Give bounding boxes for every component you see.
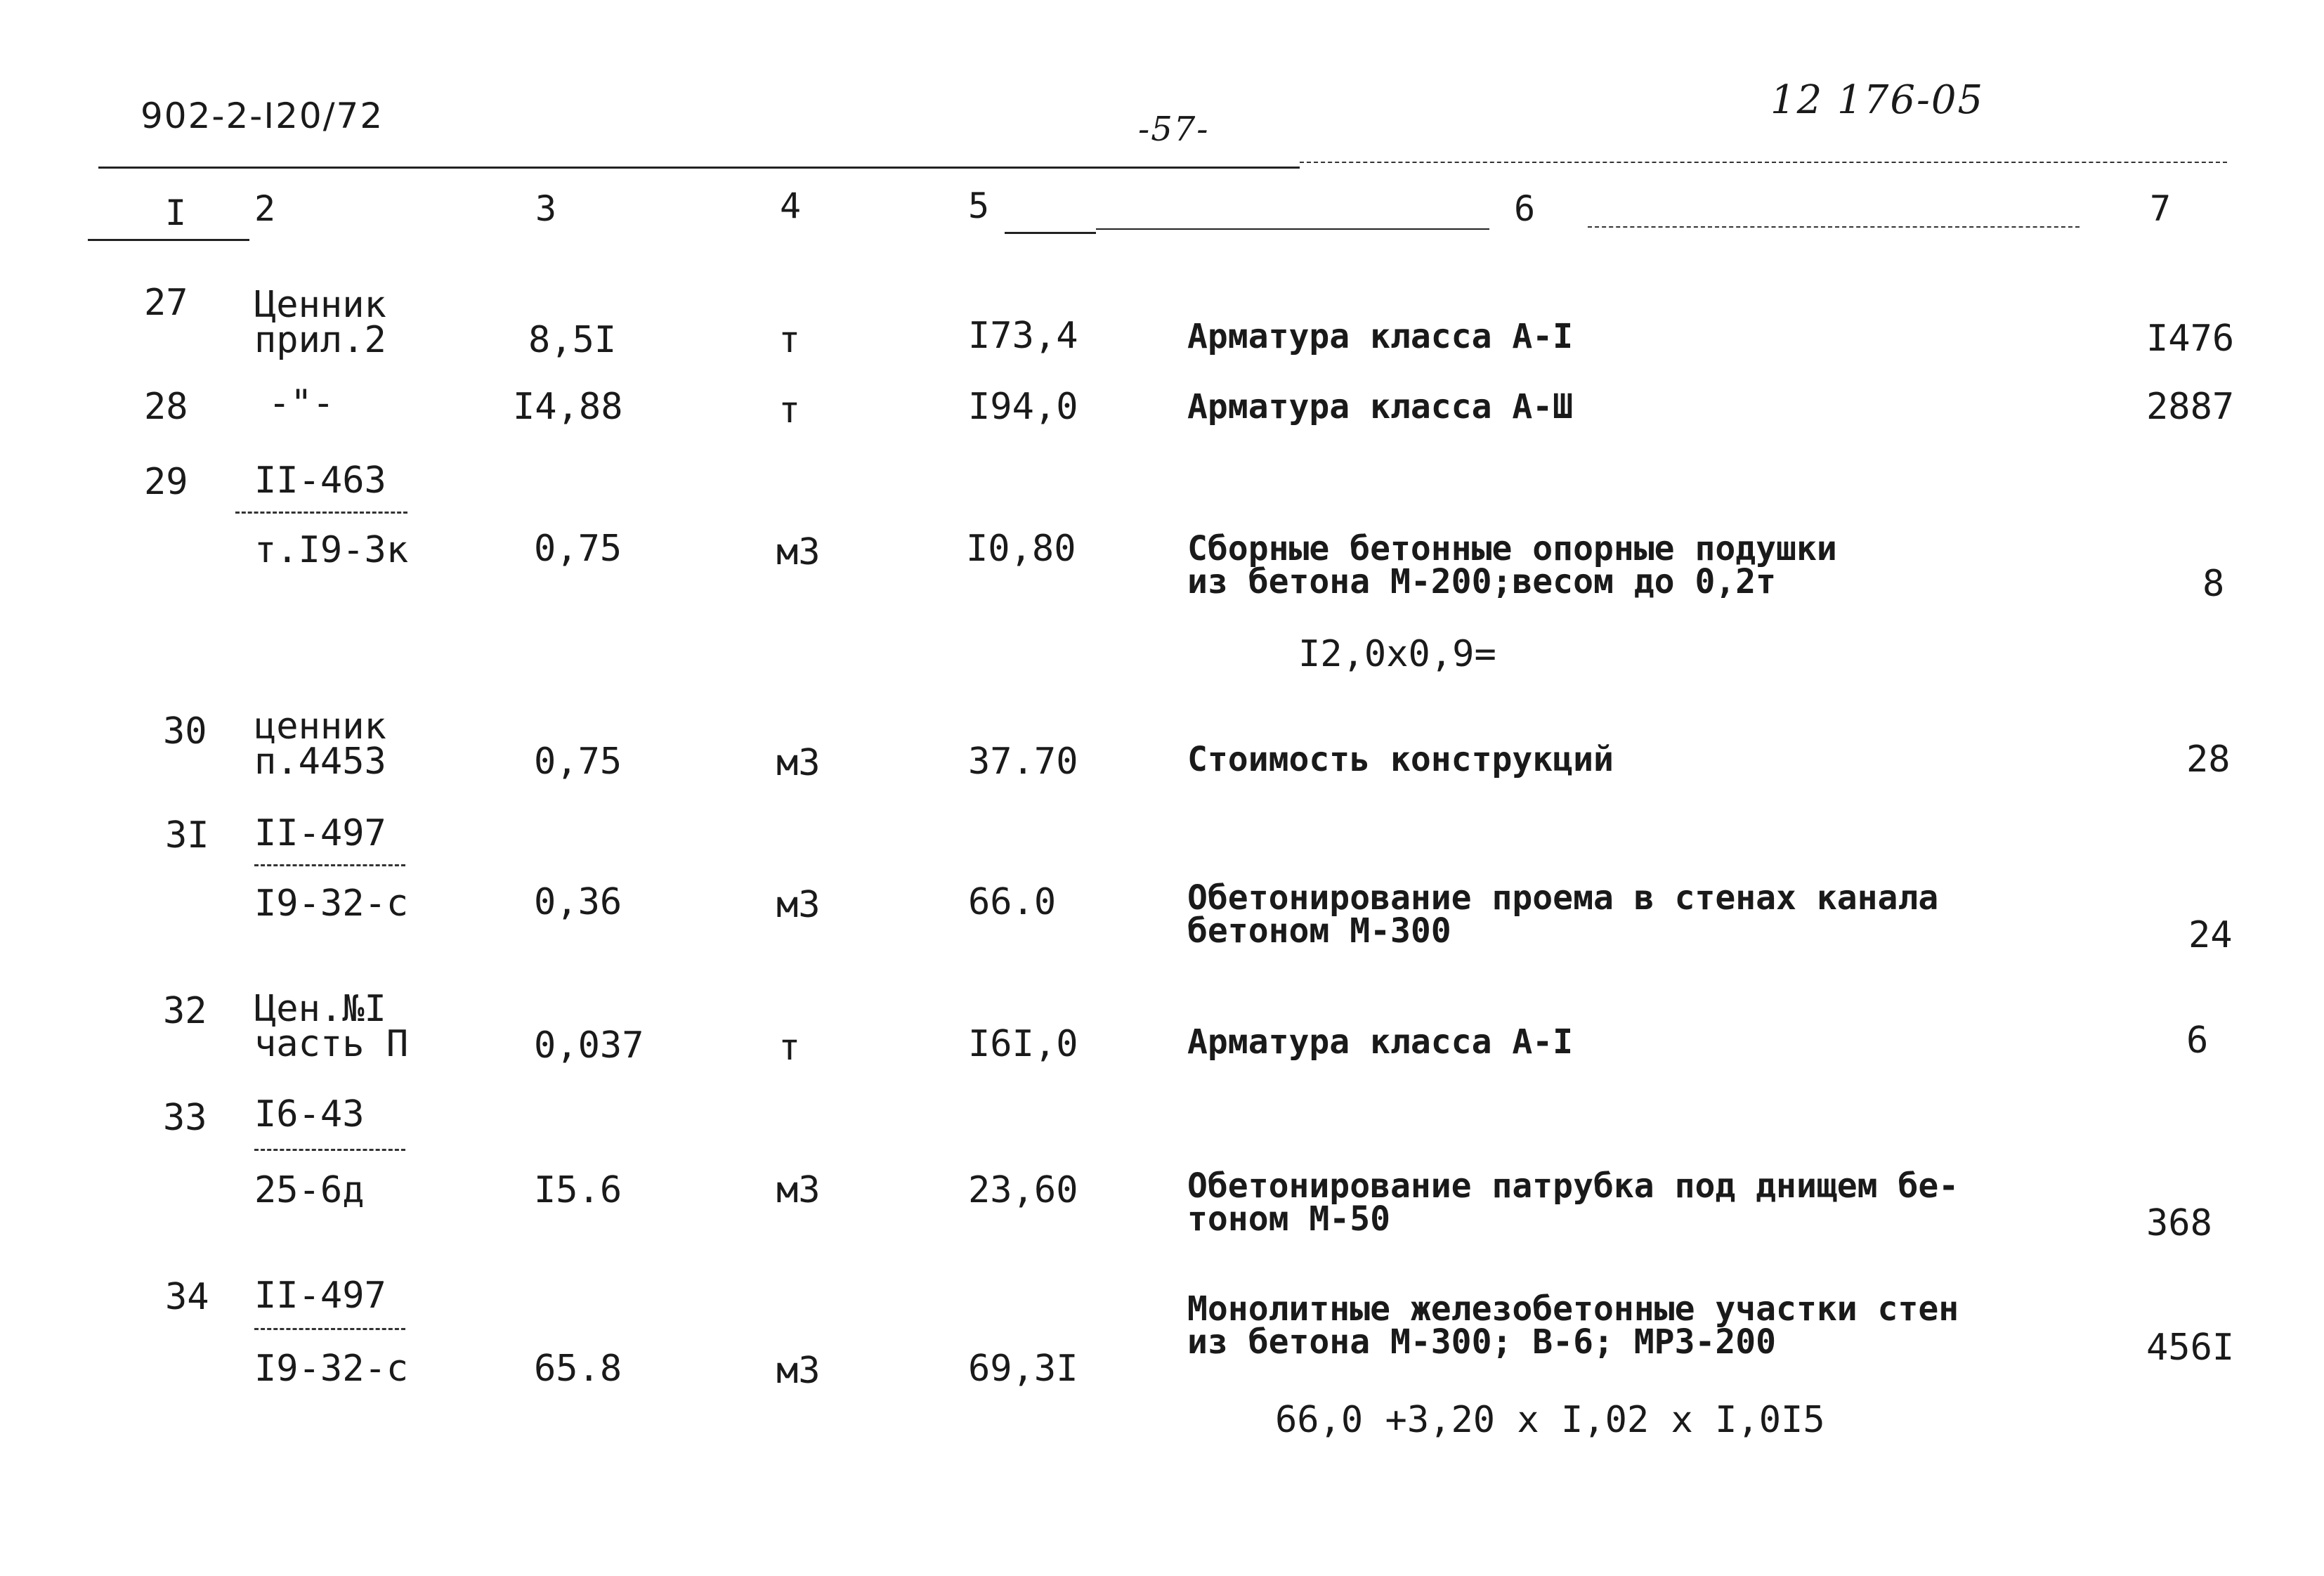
row-29-total: 8 <box>2202 563 2225 605</box>
column-header-7: 7 <box>2150 188 2172 229</box>
row-28-unit-price: I94,0 <box>968 386 1078 428</box>
row-34-description: Монолитные железобетонные участки стен из бетона М-300; В-6; МРЗ-200 <box>1187 1289 1959 1362</box>
row-29-description: Сборные бетонные опорные подушки из бетона М-200;весом до 0,2т <box>1187 529 1837 602</box>
row-30-reference-bottom: п.4453 <box>254 741 386 783</box>
row-32-reference-bottom: часть П <box>254 1023 409 1065</box>
row-30-quantity: 0,75 <box>534 741 622 783</box>
column-header-1: I <box>165 193 187 233</box>
row-33-quantity: I5.6 <box>534 1169 622 1211</box>
row-31-number: 3I <box>165 814 209 857</box>
row-30-total: 28 <box>2186 738 2231 781</box>
column-header-rule-right <box>1096 228 1489 230</box>
row-29-formula: I2,0x0,9= <box>1298 633 1496 675</box>
row-28-unit: т <box>778 389 801 431</box>
row-28-description: Арматура класса А-Ш <box>1187 387 1574 426</box>
row-30-description: Стоимость конструкций <box>1187 740 1614 779</box>
row-27-total: I476 <box>2146 318 2235 360</box>
row-28-number: 28 <box>144 386 188 428</box>
row-34-reference-divider <box>254 1328 405 1330</box>
top-rule-dashed <box>1300 162 2227 163</box>
row-28-quantity: I4,88 <box>513 386 623 428</box>
row-28-total: 2887 <box>2146 386 2235 428</box>
row-32-total: 6 <box>2186 1020 2209 1062</box>
row-33-reference-top: I6-43 <box>254 1093 365 1135</box>
row-33-reference-divider <box>254 1149 405 1151</box>
row-31-reference-divider <box>254 864 405 866</box>
top-rule <box>98 167 1300 169</box>
row-34-reference-top: II-497 <box>254 1275 386 1317</box>
row-29-unit: м3 <box>776 531 821 573</box>
column-header-6: 6 <box>1514 188 1536 229</box>
row-32-unit-price: I6I,0 <box>968 1023 1078 1065</box>
column-header-4: 4 <box>780 185 802 226</box>
row-31-reference-bottom: I9-32-с <box>254 883 409 925</box>
row-34-unit-price: 69,3I <box>968 1348 1078 1390</box>
row-33-total: 368 <box>2146 1202 2212 1244</box>
row-31-reference-top: II-497 <box>254 812 386 854</box>
row-32-description: Арматура класса А-I <box>1187 1022 1574 1062</box>
row-27-reference-bottom: прил.2 <box>254 319 386 361</box>
row-30-reference-top: ценник <box>254 705 386 748</box>
row-34-reference-bottom: I9-32-с <box>254 1348 409 1390</box>
row-34-total: 456I <box>2146 1327 2235 1369</box>
row-32-number: 32 <box>163 990 207 1032</box>
row-30-unit-price: 37.70 <box>968 741 1078 783</box>
row-33-unit: м3 <box>776 1169 821 1211</box>
column-header-rule-mid <box>1005 232 1096 234</box>
row-31-unit-price: 66.0 <box>968 881 1057 923</box>
handwritten-archive-code: 12 176-05 <box>1770 77 1985 123</box>
row-34-unit: м3 <box>776 1350 821 1392</box>
row-30-number: 30 <box>163 710 207 753</box>
column-header-3: 3 <box>535 188 557 229</box>
row-33-number: 33 <box>163 1097 207 1139</box>
row-31-total: 24 <box>2188 914 2233 956</box>
row-32-reference-top: Цен.№I <box>254 988 386 1030</box>
column-header-5: 5 <box>968 185 990 226</box>
document-code: 902-2-I20/72 <box>141 96 384 136</box>
row-34-quantity: 65.8 <box>534 1348 622 1390</box>
row-27-unit: т <box>778 319 801 361</box>
row-33-description: Обетонирование патрубка под днищем бе- тоном М-50 <box>1187 1166 1959 1239</box>
row-34-number: 34 <box>165 1276 209 1318</box>
row-29-reference-top: II-463 <box>254 460 386 502</box>
row-31-quantity: 0,36 <box>534 881 622 923</box>
column-header-2: 2 <box>254 188 276 229</box>
row-32-unit: т <box>778 1027 801 1069</box>
row-34-formula: 66,0 +3,20 x I,02 x I,0I5 <box>1275 1399 1825 1441</box>
row-27-unit-price: I73,4 <box>968 315 1078 357</box>
row-31-unit: м3 <box>776 884 821 926</box>
row-29-quantity: 0,75 <box>534 528 622 570</box>
row-29-reference-bottom: т.I9-3к <box>254 529 409 571</box>
column-header-rule-left <box>88 239 249 241</box>
row-29-reference-divider <box>235 512 407 514</box>
row-33-unit-price: 23,60 <box>968 1169 1078 1211</box>
row-31-description: Обетонирование проема в стенах канала бетоном М-300 <box>1187 878 1939 951</box>
row-33-reference-bottom: 25-6д <box>254 1169 365 1211</box>
row-29-unit-price: I0,80 <box>966 528 1076 570</box>
row-27-quantity: 8,5I <box>528 319 617 361</box>
row-27-number: 27 <box>144 282 188 324</box>
row-28-reference: -"- <box>268 382 334 424</box>
row-30-unit: м3 <box>776 742 821 784</box>
column-header-rule-dashed <box>1588 226 2080 228</box>
page-number: -57- <box>1138 110 1210 149</box>
row-27-reference-top: Ценник <box>254 284 386 326</box>
row-29-number: 29 <box>144 461 188 503</box>
row-32-quantity: 0,037 <box>534 1024 644 1067</box>
row-27-description: Арматура класса А-I <box>1187 317 1574 356</box>
